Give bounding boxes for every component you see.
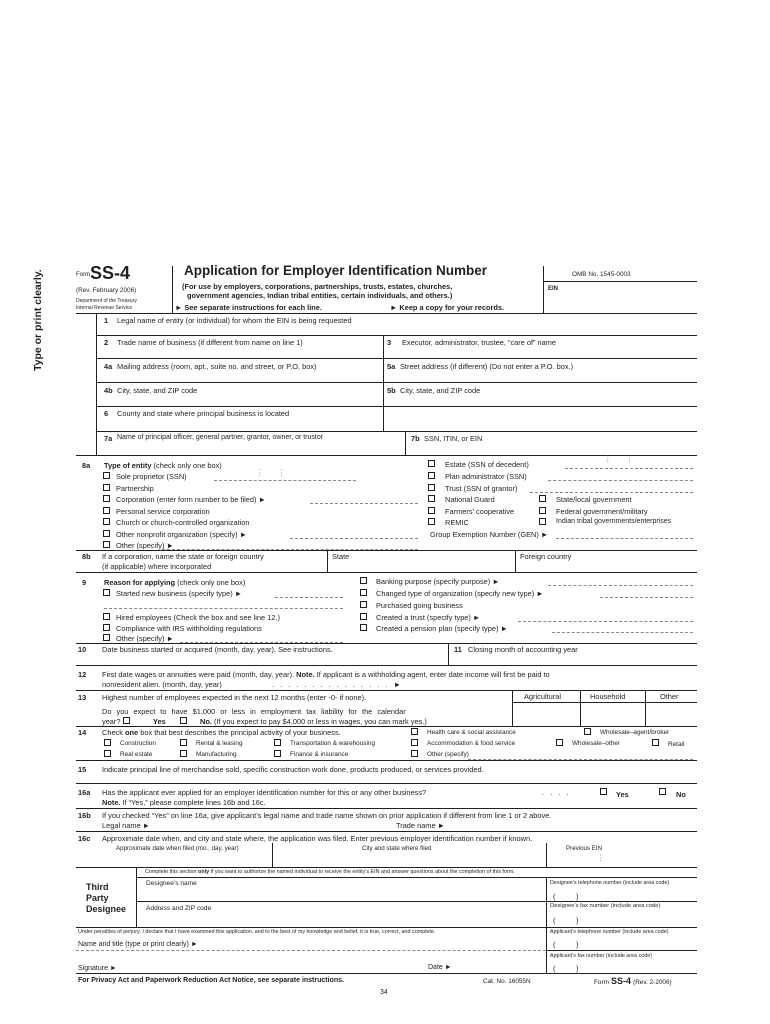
legal-name-label: Legal name ► — [102, 821, 150, 830]
line-8a-title: Type of entity — [104, 461, 152, 470]
checkbox-other-reason[interactable] — [103, 634, 110, 641]
keep-copy: ► Keep a copy for your records. — [390, 303, 505, 312]
line-16a-note-row — [102, 798, 266, 807]
line-12-number: 12 — [78, 670, 87, 679]
revision-date: (Rev. February 2006) — [76, 287, 137, 294]
line-7a-label: Name of principal officer, general partner, grantor, owner, or trustor — [117, 434, 324, 441]
line-8a-title-rest: (check only one box) — [153, 461, 222, 470]
checkbox-13-yes[interactable] — [123, 717, 130, 724]
option-wholesale-other: Wholesale–other — [572, 740, 620, 747]
applicant-fax-label: Applicant’s fax number (include area code) — [550, 953, 653, 959]
line-4a-label: Mailing address (room, apt., suite no. and street, or P.O. box) — [117, 362, 317, 371]
line-5b-number: 5b — [387, 386, 396, 395]
line-14-text-a: Check — [102, 728, 123, 737]
applicant-tel-paren: ( ) — [553, 940, 579, 949]
option-remic: REMIC — [445, 518, 469, 527]
checkbox-manufacturing[interactable] — [180, 750, 187, 757]
option-other-activity: Other (specify) — [427, 751, 469, 758]
checkbox-wholesale-agent[interactable] — [584, 728, 591, 735]
line-15-text: Indicate principal line of merchandise sold, specific construction work done, products produced, or services provided. — [102, 765, 484, 774]
line-16a-no: No — [676, 790, 686, 799]
checkbox-sole-proprietor[interactable] — [103, 472, 110, 479]
line-3-number: 3 — [387, 338, 392, 347]
line-14-number: 14 — [78, 728, 87, 737]
option-irs-compliance: Compliance with IRS withholding regulations — [116, 624, 262, 633]
option-federal-gov: Federal government/military — [556, 507, 648, 516]
option-rental-leasing: Rental & leasing — [196, 740, 243, 747]
third-party-label-2: Party — [86, 893, 109, 903]
third-party-only: only — [198, 869, 210, 875]
checkbox-church[interactable] — [103, 518, 110, 525]
line-13-explain: (If you expect to pay $4,000 or less in wages, you can mark yes.) — [214, 717, 427, 726]
option-purchased-business: Purchased going business — [376, 601, 463, 610]
third-party-label-3: Designee — [86, 904, 127, 914]
checkbox-changed-type[interactable] — [360, 589, 367, 596]
line-6-label: County and state where principal business is located — [117, 409, 290, 418]
option-other-reason: Other (specify) ► — [116, 634, 174, 643]
ein-label: EIN — [548, 286, 559, 292]
gen-label: Group Exemption Number (GEN) ► — [430, 530, 549, 539]
line-16a-text: Has the applicant ever applied for an employer identification number for this or any other business? — [102, 788, 427, 797]
form-subtitle-2: government agencies, Indian tribal entities, certain individuals, and others.) — [187, 291, 453, 300]
line-12-text-2: nonresident alien. (month, day, year) — [102, 680, 222, 689]
line-16a-note: Note. — [102, 798, 121, 807]
line-13-yes: Yes — [153, 717, 166, 726]
line-3-label: Executor, administrator, trustee, “care of” name — [402, 338, 557, 347]
option-banking-purpose: Banking purpose (specify purpose) ► — [376, 577, 500, 586]
line-16b-number: 16b — [78, 811, 91, 820]
checkbox-accommodation[interactable] — [411, 739, 418, 746]
third-party-intro-b: if you want to authorize the named individual to receive the entity’s EIN and answer questions about the completion of this form. — [210, 869, 515, 875]
signature-label: Signature ► — [78, 965, 117, 972]
checkbox-irs-compliance[interactable] — [103, 624, 110, 631]
department-label: Department of the Treasury — [76, 298, 137, 304]
checkbox-created-trust[interactable] — [360, 613, 367, 620]
line-13-no: No. — [200, 717, 212, 726]
form-title: Application for Employer Identification Number — [184, 263, 488, 278]
checkbox-trust[interactable] — [428, 484, 435, 491]
line-5b-label: City, state, and ZIP code — [400, 386, 481, 395]
col-city-state: City and state where filed — [362, 845, 432, 852]
checkbox-retail[interactable] — [652, 739, 659, 746]
option-indian-tribal: Indian tribal governments/enterprises — [556, 518, 672, 525]
checkbox-remic[interactable] — [428, 518, 435, 525]
side-label: Type or print clearly. — [32, 269, 44, 371]
line-16a-dots: . . . . — [542, 788, 571, 797]
state-label: State — [332, 552, 350, 561]
option-manufacturing: Manufacturing — [196, 751, 237, 758]
option-state-local-gov: State/local government — [556, 495, 632, 504]
line-8a-heading — [104, 461, 222, 470]
form-word: Form — [76, 272, 90, 278]
page-number: 34 — [380, 989, 388, 996]
line-8b-number: 8b — [82, 552, 91, 561]
line-16c-text: Approximate date when, and city and state where, the application was filed. Enter previous employer identification number if known. — [102, 834, 533, 843]
third-party-intro-a: Complete this section — [145, 869, 197, 875]
footer-form-number: SS-4 — [610, 976, 631, 986]
option-finance: Finance & insurance — [290, 751, 349, 758]
form-subtitle-1: (For use by employers, corporations, partnerships, trusts, estates, churches, — [182, 282, 453, 291]
name-title-label: Name and title (type or print clearly) ► — [78, 941, 198, 948]
option-church: Church or church-controlled organization — [116, 518, 250, 527]
option-changed-type: Changed type of organization (specify new type) ► — [376, 589, 544, 598]
foreign-country-label: Foreign country — [520, 552, 572, 561]
line-2-number: 2 — [104, 338, 109, 347]
option-health-care: Health care & social assistance — [427, 729, 516, 736]
line-5a-number: 5a — [387, 362, 396, 371]
checkbox-state-local-gov[interactable] — [539, 495, 546, 502]
line-1-label: Legal name of entity (or individual) for whom the EIN is being requested — [117, 316, 352, 325]
line-12-dots: . . . . . . . . . . . . . . . ► — [272, 680, 403, 689]
checkbox-farmers-coop[interactable] — [428, 507, 435, 514]
line-16b-text: If you checked “Yes” on line 16a, give applicant’s legal name and trade name shown on prior application if different from line 1 or 2 above. — [102, 811, 552, 820]
footer-form-id — [594, 976, 672, 986]
option-transportation: Transportation & warehousing — [290, 740, 376, 747]
checkbox-16a-yes[interactable] — [600, 788, 607, 795]
option-real-estate: Real estate — [120, 751, 153, 758]
option-pension-plan: Created a pension plan (specify type) ► — [376, 624, 508, 633]
line-8a-number: 8a — [82, 461, 91, 470]
line-6-number: 6 — [104, 409, 109, 418]
form-number: SS-4 — [90, 263, 131, 283]
option-construction: Construction — [120, 740, 156, 747]
col-previous-ein: Previous EIN — [566, 845, 603, 852]
footer-revision: (Rev. 2-2006) — [633, 979, 672, 986]
checkbox-purchased-business[interactable] — [360, 601, 367, 608]
designee-tel-label: Designee’s telephone number (include area code) — [550, 880, 670, 886]
footer-form-word: Form — [594, 979, 609, 986]
option-farmers-coop: Farmers’ cooperative — [445, 507, 515, 516]
checkbox-rental-leasing[interactable] — [180, 739, 187, 746]
checkbox-other-8a[interactable] — [103, 541, 110, 548]
option-estate: Estate (SSN of decedent) — [445, 460, 529, 469]
checkbox-health-care[interactable] — [411, 728, 418, 735]
designee-name-label: Designee’s name — [146, 880, 197, 887]
line-7b-number: 7b — [411, 434, 420, 443]
penalty-statement: Under penalties of perjury, I declare that I have examined this application, and to the best of my knowledge and belief, it is true, correct, and complete. — [78, 929, 436, 935]
line-9-title-rest: (check only one box) — [177, 578, 246, 587]
applicant-tel-label: Applicant’s telephone number (include area code) — [550, 929, 669, 935]
line-11-number: 11 — [454, 645, 462, 654]
line-12-text-row — [102, 670, 550, 679]
designee-tel-paren: ( ) — [553, 892, 579, 901]
option-plan-administrator: Plan administrator (SSN) — [445, 472, 527, 481]
line-5a-label: Street address (if different) (Do not enter a P.O. box.) — [400, 362, 574, 371]
col-other: Other — [660, 692, 679, 701]
option-wholesale-agent: Wholesale–agent/broker — [600, 729, 670, 736]
checkbox-federal-gov[interactable] — [539, 507, 546, 514]
checkbox-plan-administrator[interactable] — [428, 472, 435, 479]
line-10-number: 10 — [78, 645, 87, 654]
line-4b-label: City, state, and ZIP code — [117, 386, 198, 395]
see-instructions: ► See separate instructions for each line. — [175, 303, 322, 312]
line-13-text: Highest number of employees expected in the next 12 months (enter -0- if none). — [102, 693, 367, 702]
line-14-heading — [102, 728, 341, 737]
option-corporation: Corporation (enter form number to be filed) ► — [116, 495, 266, 504]
line-13-question-1: Do you expect to have $1,000 or less in employment tax liability for the calendar — [102, 707, 406, 716]
line-12-text: First date wages or annuities were paid (month, day, year). — [102, 670, 295, 679]
designee-fax-label: Designee’s fax number (include area code) — [550, 903, 661, 909]
trade-name-label: Trade name ► — [396, 821, 445, 830]
option-retail: Retail — [668, 741, 685, 748]
line-12-text-b: If applicant is a withholding agent, enter date income will first be paid to — [316, 670, 550, 679]
line-7a-number: 7a — [104, 434, 113, 443]
line-14-one: one — [125, 728, 139, 737]
line-9-title: Reason for applying — [104, 578, 176, 587]
checkbox-estate[interactable] — [428, 460, 435, 467]
line-16a-note-rest: If “Yes,” please complete lines 16b and 16c. — [122, 798, 266, 807]
line-8b-text-2: (if applicable) where incorporated — [102, 562, 212, 571]
catalog-number: Cat. No. 16055N — [483, 978, 531, 985]
checkbox-partnership[interactable] — [103, 484, 110, 491]
option-partnership: Partnership — [116, 484, 154, 493]
line-4a-number: 4a — [104, 362, 113, 371]
checkbox-other-nonprofit[interactable] — [103, 530, 110, 537]
line-4b-number: 4b — [104, 386, 113, 395]
applicant-fax-paren: ( ) — [553, 964, 579, 973]
third-party-label-1: Third — [86, 882, 109, 892]
checkbox-hired-employees[interactable] — [103, 613, 110, 620]
checkbox-started-new-business[interactable] — [103, 589, 110, 596]
line-10-text: Date business started or acquired (month, day, year). See instructions. — [102, 645, 333, 654]
line-2-label: Trade name of business (if different from name on line 1) — [117, 338, 303, 347]
line-15-number: 15 — [78, 765, 87, 774]
checkbox-wholesale-other[interactable] — [556, 739, 563, 746]
option-hired-employees: Hired employees (Check the box and see line 12.) — [116, 613, 280, 622]
estate-ssn-dots: ⋮ ⋮ — [604, 454, 634, 463]
checkbox-other-activity[interactable] — [411, 750, 418, 757]
line-9-number: 9 — [82, 578, 87, 587]
line-13-number: 13 — [78, 693, 87, 702]
third-party-intro — [145, 869, 515, 875]
checkbox-real-estate[interactable] — [104, 750, 111, 757]
option-other-8a: Other (specify) ► — [116, 541, 174, 550]
line-12-note: Note. — [296, 670, 315, 679]
line-1-number: 1 — [104, 316, 109, 325]
line-9-heading — [104, 578, 245, 587]
checkbox-13-no[interactable] — [180, 717, 187, 724]
ssn-dots: ⋮ ⋮ — [256, 468, 286, 477]
col-approx-date: Approximate date when filed (mo., day, year) — [116, 845, 239, 852]
line-16a-yes: Yes — [616, 790, 629, 799]
address-zip-label: Address and ZIP code — [146, 905, 212, 912]
checkbox-16a-no[interactable] — [659, 788, 666, 795]
col-agricultural: Agricultural — [524, 692, 561, 701]
checkbox-finance[interactable] — [274, 750, 281, 757]
option-sole-proprietor: Sole proprietor (SSN) — [116, 472, 187, 481]
checkbox-personal-service[interactable] — [103, 507, 110, 514]
line-11-text: Closing month of accounting year — [468, 645, 578, 654]
checkbox-construction[interactable] — [104, 739, 111, 746]
option-started-new-business: Started new business (specify type) ► — [116, 589, 243, 598]
line-16c-number: 16c — [78, 834, 91, 843]
line-7b-label: SSN, ITIN, or EIN — [424, 434, 483, 443]
line-16a-number: 16a — [78, 788, 91, 797]
designee-fax-paren: ( ) — [553, 916, 579, 925]
checkbox-indian-tribal[interactable] — [539, 518, 546, 525]
option-accommodation: Accommodation & food service — [427, 740, 516, 747]
line-13-question-2: year? — [102, 717, 121, 726]
previous-ein-dots: ⋮ — [597, 853, 605, 862]
line-1-input[interactable] — [98, 325, 696, 335]
checkbox-national-guard[interactable] — [428, 495, 435, 502]
privacy-notice: For Privacy Act and Paperwork Reduction Act Notice, see separate instructions. — [78, 977, 344, 984]
omb-number: OMB No. 1545-0003 — [572, 271, 631, 278]
line-8b-text-1: If a corporation, name the state or foreign country — [102, 552, 264, 561]
option-trust: Trust (SSN of grantor) — [445, 484, 518, 493]
checkbox-transportation[interactable] — [274, 739, 281, 746]
option-national-guard: National Guard — [445, 495, 495, 504]
option-personal-service: Personal service corporation — [116, 507, 210, 516]
irs-label: Internal Revenue Service — [76, 305, 133, 311]
checkbox-corporation[interactable] — [103, 495, 110, 502]
col-household: Household — [590, 692, 626, 701]
checkbox-banking-purpose[interactable] — [360, 577, 367, 584]
option-created-trust: Created a trust (specify type) ► — [376, 613, 481, 622]
line-14-text-b: box that best describes the principal activity of your business. — [140, 728, 341, 737]
option-other-nonprofit: Other nonprofit organization (specify) ► — [116, 530, 247, 539]
checkbox-pension-plan[interactable] — [360, 624, 367, 631]
date-label: Date ► — [428, 964, 452, 971]
